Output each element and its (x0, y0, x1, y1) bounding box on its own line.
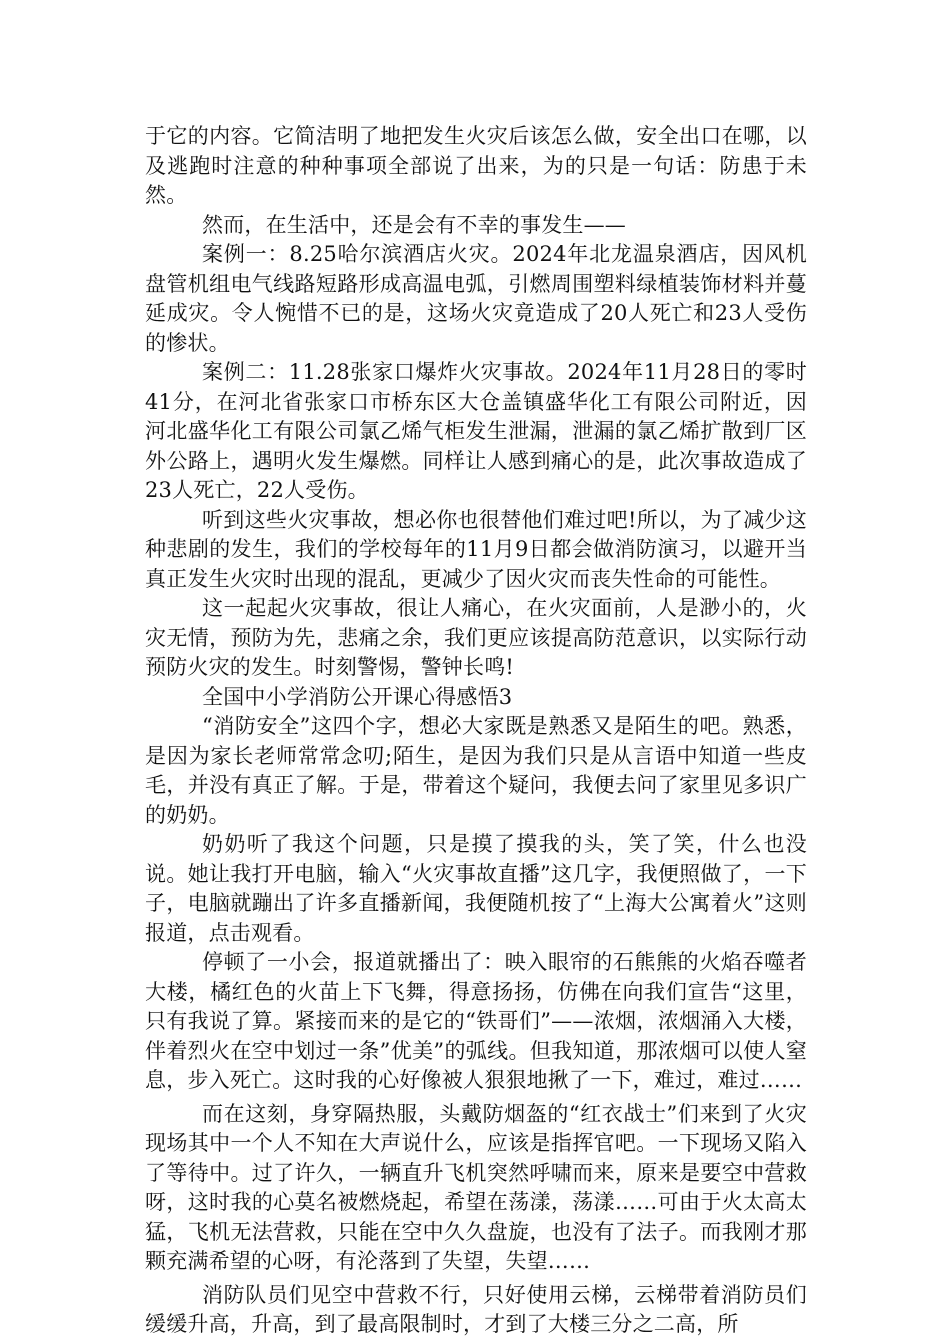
paragraph-ladder: 消防队员们见空中营救不行，只好使用云梯，云梯带着消防员们缓缓升高，升高，到了最高限制时，才到了大楼三分之二高，所 (145, 1282, 807, 1336)
paragraph-reflection: 这一起起火灾事故，很让人痛心，在火灾面前，人是渺小的，火灾无情，预防为先，悲痛之余，我们更应该提高防范意识，以实际行动预防火灾的发生。时刻警惕，警钟长鸣! (145, 596, 807, 679)
paragraph-firefighters-arrive: 而在这刻，身穿隔热服，头戴防烟盔的“红衣战士”们来到了火灾现场其中一个人不知在大声说什么，应该是指挥官吧。一下现场又陷入了等待中。过了许久，一辆直升飞机突然呼啸而来，原来是要空中营救呀，这时我的心莫名被燃烧起，希望在荡漾，荡漾……可由于火太高太猛，飞机无法营救，只能在空中久久盘旋，也没有了法子。而我刚才那颗充满希望的心呀，有沦落到了失望，失望…… (145, 1101, 807, 1273)
paragraph-case-two: 案例二：11.28张家口爆炸火灾事故。2024年11月28日的零时41分，在河北省张家口市桥东区大仓盖镇盛华化工有限公司附近，因河北盛华化工有限公司氯乙烯气柜发生泄漏，泄漏的氯乙烯扩散到厂区外公路上，遇明火发生爆燃。同样让人感到痛心的是，此次事故造成了23人死亡，22人受伤。 (145, 360, 807, 502)
paragraph-fire-safety-words: “消防安全”这四个字，想必大家既是熟悉又是陌生的吧。熟悉，是因为家长老师常常念叨;陌生，是因为我们只是从言语中知道一些皮毛，并没有真正了解。于是，带着这个疑问，我便去问了家里见多识广的奶奶。 (145, 714, 807, 827)
paragraph-fire-drill: 听到这些火灾事故，想必你也很替他们难过吧!所以，为了减少这种悲剧的发生，我们的学校每年的11月9日都会做消防演习，以避开当真正发生火灾时出现的混乱，更减少了因火灾而丧失性命的可能性。 (145, 507, 807, 591)
paragraph-grandma: 奶奶听了我这个问题，只是摸了摸我的头，笑了笑，什么也没说。她让我打开电脑，输入“火灾事故直播”这几字，我便照做了，一下子，电脑就蹦出了许多直播新闻，我便随机按了“上海大公寓着火”这则报道，点击观看。 (145, 832, 807, 945)
paragraph-broadcast: 停顿了一小会，报道就播出了：映入眼帘的石熊熊的火焰吞噬者大楼，橘红色的火苗上下飞舞，得意扬扬，仿佛在向我们宣告“这里，只有我说了算。紧接而来的是它的“铁哥们”——浓烟，浓烟涌入大楼，伴着烈火在空中划过一条”优美”的弧线。但我知道，那浓烟可以使人窒息，步入死亡。这时我的心好像被人狠狠地揪了一下，难过，难过…… (145, 950, 807, 1092)
document-page (145, 122, 807, 1340)
paragraph-intro-continuation: 于它的内容。它简洁明了地把发生火灾后该怎么做，安全出口在哪，以及逃跑时注意的种种事项全部说了出来，为的只是一句话：防患于未然。 (145, 124, 807, 207)
paragraph-transition: 然而，在生活中，还是会有不幸的事发生—— (202, 212, 626, 237)
paragraph-case-one: 案例一：8.25哈尔滨酒店火灾。2024年北龙温泉酒店，因风机盘管机组电气线路短路形成高温电弧，引燃周围塑料绿植装饰材料并蔓延成灾。令人惋惜不已的是，这场火灾竟造成了20人死亡和23人受伤的惨状。 (145, 242, 807, 355)
section-heading: 全国中小学消防公开课心得感悟3 (202, 684, 513, 709)
